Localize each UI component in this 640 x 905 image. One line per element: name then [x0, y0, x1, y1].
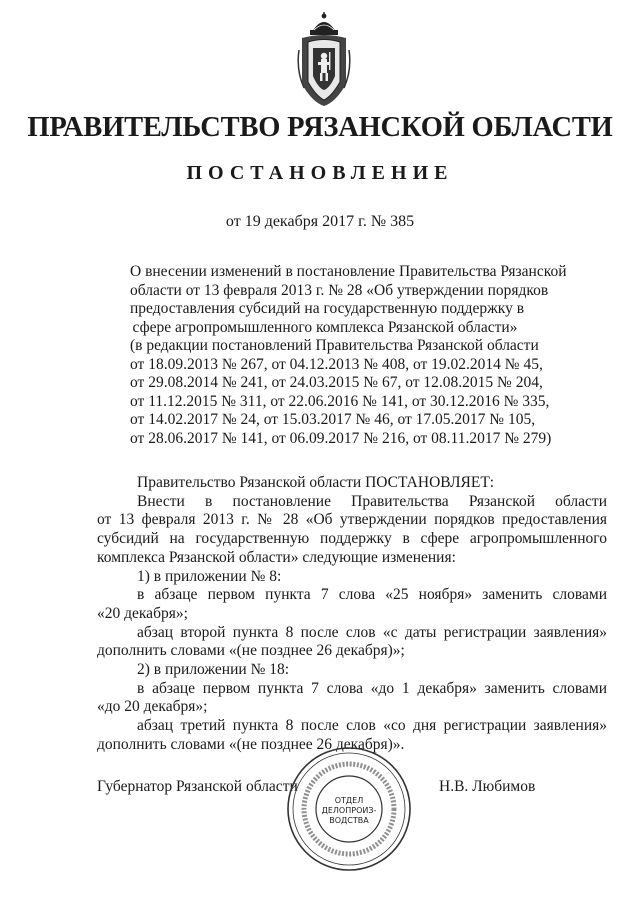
- body-line: в абзаце первом пункта 7 слова «до 1 декабря» заменить словами: [137, 679, 607, 697]
- signatory-name: Н.В. Любимов: [439, 778, 536, 795]
- subject-line: сфере агропромышленного комплекса Рязанской области»: [132, 318, 518, 336]
- subject-line: от 18.09.2013 № 267, от 04.12.2013 № 408, от 19.02.2014 № 45,: [130, 355, 543, 373]
- document-date-number: от 19 декабря 2017 г. № 385: [225, 213, 415, 230]
- body-line: Внести в постановление Правительства Рязанской области: [137, 492, 607, 510]
- subject-line: (в редакции постановлений Правительства Рязанской области: [130, 337, 539, 354]
- subject-line: О внесении изменений в постановление Правительства Рязанской: [130, 263, 567, 280]
- body-line: 2) в приложении № 18:: [137, 661, 290, 679]
- subject-line: предоставления субсидий на государственную поддержку в: [130, 300, 525, 317]
- body-line: субсидий на государственную поддержку в сфере агропромышленного: [97, 530, 607, 548]
- body-line: дополнить словами «(не позднее 26 декабря)».: [97, 735, 405, 753]
- body-line: абзац третий пункта 8 после слов «со дня регистрации заявления»: [137, 717, 607, 735]
- body-line: «до 20 декабря»;: [97, 698, 208, 716]
- body-line: комплекса Рязанской области» следующие изменения:: [97, 548, 456, 566]
- stamp-center-line: ДЕЛОПРОИЗ-: [321, 806, 377, 815]
- subject-line: от 14.02.2017 № 24, от 15.03.2017 № 46, от 17.05.2017 № 105,: [130, 411, 536, 428]
- document-type: ПОСТАНОВЛЕНИЕ: [186, 162, 454, 184]
- body-line: «20 декабря»;: [97, 604, 188, 622]
- subject-line: от 29.08.2014 № 241, от 24.03.2015 № 67, от 12.08.2015 № 204,: [130, 374, 543, 391]
- coat-of-arms-emblem: [296, 10, 352, 108]
- body-line: Правительство Рязанской области ПОСТАНОВЛЯЕТ:: [137, 474, 495, 491]
- signatory-position: Губернатор Рязанской области: [97, 778, 298, 795]
- body-line: абзац второй пункта 8 после слов «с даты регистрации заявления»: [137, 623, 607, 641]
- organization-title: ПРАВИТЕЛЬСТВО РЯЗАНСКОЙ ОБЛАСТИ: [27, 112, 613, 143]
- office-stamp: [285, 745, 413, 873]
- document-subject: [130, 263, 567, 448]
- body-line: в абзаце первом пункта 7 слова «25 ноября» заменить словами: [137, 586, 607, 604]
- subject-line: области от 13 февраля 2013 г. № 28 «Об утверждении порядков: [130, 281, 549, 299]
- body-line: 1) в приложении № 8:: [137, 567, 282, 585]
- stamp-center-line: ВОДСТВА: [329, 816, 369, 825]
- document-body: [97, 474, 607, 755]
- body-line: дополнить словами «(не позднее 26 декабря)»;: [97, 642, 405, 660]
- stamp-center-line: ОТДЕЛ: [334, 796, 364, 805]
- body-line: от 13 февраля 2013 г. № 28 «Об утверждении порядков предоставления: [97, 511, 607, 529]
- subject-line: от 11.12.2015 № 311, от 22.06.2016 № 141, от 30.12.2016 № 335,: [130, 392, 550, 410]
- subject-line: от 28.06.2017 № 141, от 06.09.2017 № 216, от 08.11.2017 № 279): [130, 429, 552, 447]
